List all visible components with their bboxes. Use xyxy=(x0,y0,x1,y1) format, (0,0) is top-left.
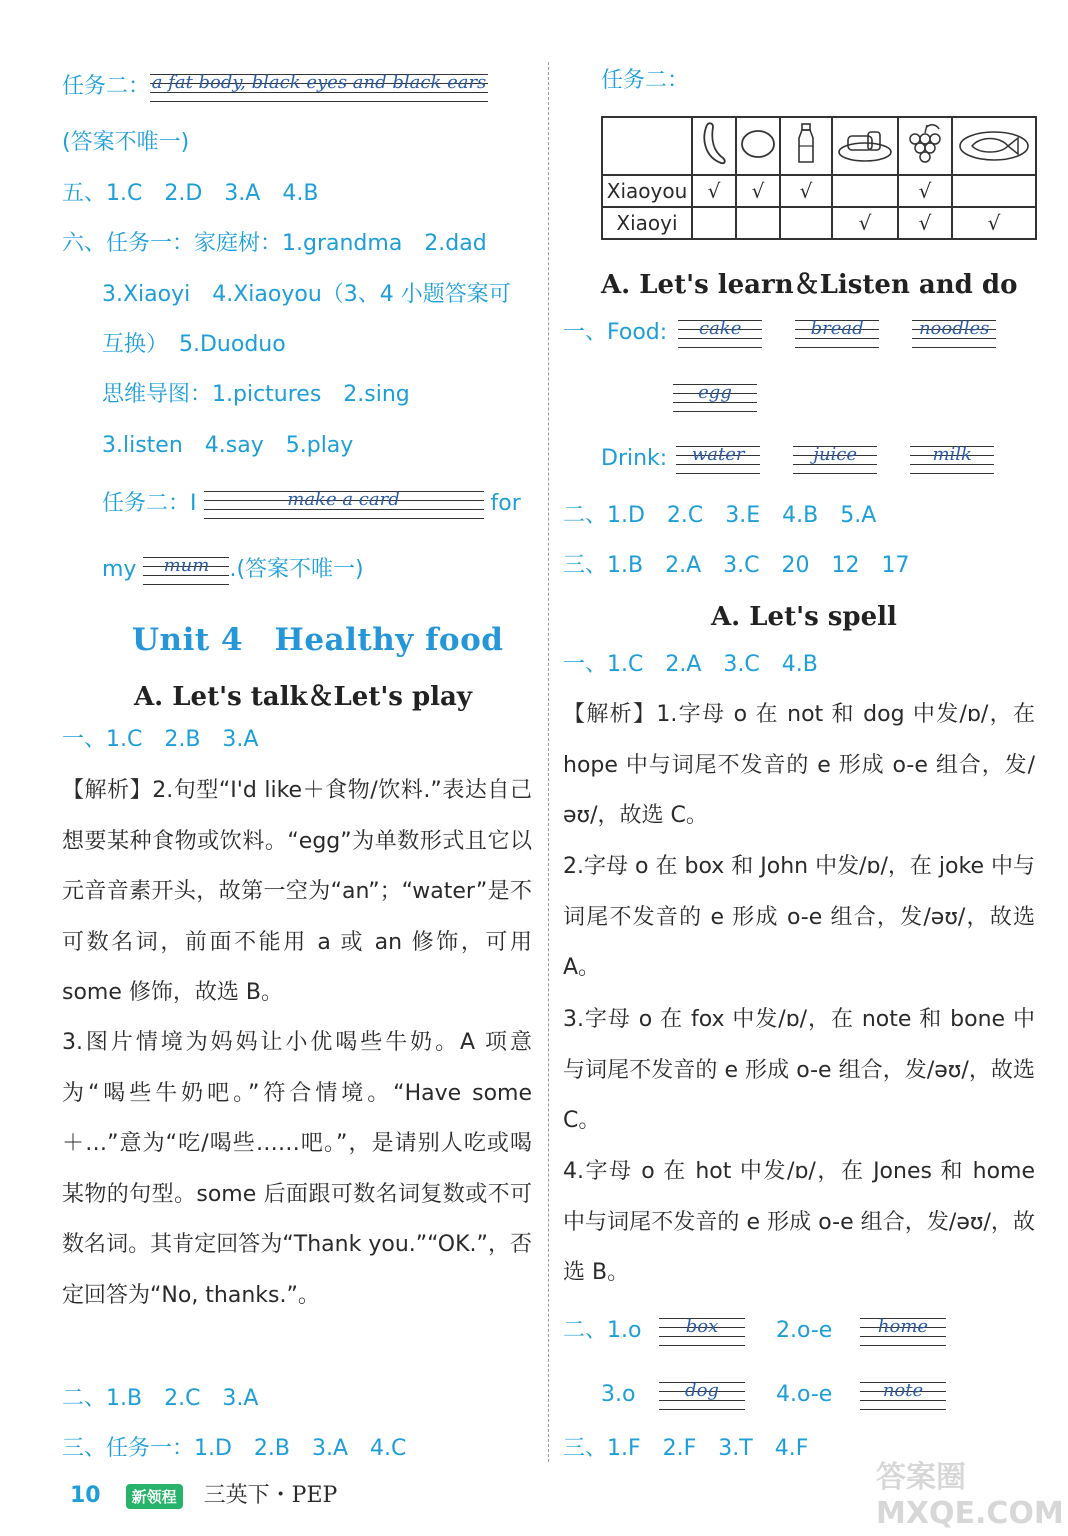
note-line: (答案不唯一) xyxy=(62,130,190,155)
grapes-icon xyxy=(898,117,952,175)
table-row xyxy=(602,175,1036,207)
answer-line-3: 三、任务一：1.D 2.B 3.A 4.C xyxy=(62,1436,407,1461)
handwriting-answer: water xyxy=(676,442,760,476)
analysis-paragraph-2: 3.图片情境为妈妈让小优喝些牛奶。A 项意为“喝些牛奶吧。”符合情境。“Have some＋…”意为“吃/喝些……吧。”，是请别人吃或喝某物的句型。some 后面跟可数名词复数或不可数名词。其肯定回答为“Thank you.”“OK.”，否定回答为“No, thanks.”。 xyxy=(62,1030,532,1308)
food-line-2 xyxy=(673,380,757,414)
mindmap-line: 思维导图：1.pictures 2.sing xyxy=(102,382,410,407)
row-name: Xiaoyou xyxy=(602,175,692,207)
handwriting-answer: make a card xyxy=(204,487,484,521)
answer-line-r5: 三、1.F 2.F 3.T 4.F xyxy=(563,1436,809,1461)
task2-line xyxy=(62,70,488,104)
handwriting-answer: mum xyxy=(143,553,229,587)
handwriting-answer: box xyxy=(659,1314,745,1348)
milk-icon xyxy=(780,117,832,175)
handwriting-answer: noodles xyxy=(912,316,996,350)
food-check-table xyxy=(601,116,1037,240)
bread-icon xyxy=(832,117,898,175)
handwriting-answer: dog xyxy=(659,1378,745,1412)
answer-line-6: 六、任务一：家庭树：1.grandma 2.dad xyxy=(62,231,487,256)
check-cell xyxy=(832,175,898,207)
check-cell: √ xyxy=(898,175,952,207)
check-cell: √ xyxy=(952,207,1036,239)
answer-line-r4: 一、1.C 2.A 3.C 4.B xyxy=(563,652,818,677)
column-divider xyxy=(548,62,549,1462)
check-cell xyxy=(780,207,832,239)
egg-icon xyxy=(736,117,780,175)
handwriting-answer: home xyxy=(860,1314,946,1348)
check-cell: √ xyxy=(780,175,832,207)
row-name: Xiaoyi xyxy=(602,207,692,239)
spell-line-2: 3.o dog 4.o-e note xyxy=(601,1378,946,1412)
banana-icon xyxy=(692,117,736,175)
analysis-paragraph-r4: 4.字母 o 在 hot 中发/ɒ/，在 Jones 和 home 中与词尾不发音的 e 形成 o-e 组合，发/əʊ/，故选 B。 xyxy=(563,1159,1035,1285)
footer-text: 三英下・PEP xyxy=(203,1483,338,1508)
handwriting-answer: egg xyxy=(673,380,757,414)
answer-line-6b: 3.Xiaoyi 4.Xiaoyou（3、4 小题答案可 xyxy=(102,282,511,307)
table-row xyxy=(602,207,1036,239)
task2-card-line: 任务二：I make a card for xyxy=(102,487,521,521)
analysis-paragraph-r2: 2.字母 o 在 box 和 John 中发/ɒ/，在 joke 中与词尾不发音的 e 形成 o-e 组合，发/əʊ/，故选 A。 xyxy=(563,854,1035,980)
section-title: A. Let's talk＆Let's play xyxy=(134,682,473,712)
fish-icon xyxy=(952,117,1036,175)
answer-line-r2: 二、1.D 2.C 3.E 4.B 5.A xyxy=(563,503,877,528)
task2-label-right: 任务二： xyxy=(601,68,690,93)
answer-line-1: 一、1.C 2.B 3.A xyxy=(62,727,259,752)
check-cell xyxy=(692,207,736,239)
check-cell xyxy=(736,207,780,239)
task2-mum-line: my mum .(答案不唯一) xyxy=(102,553,364,587)
handwriting-answer: cake xyxy=(678,316,762,350)
analysis-paragraph-r1: 【解析】1.字母 o 在 not 和 dog 中发/ɒ/，在 hope 中与词尾不发音的 e 形成 o-e 组合，发/əʊ/，故选 C。 xyxy=(563,702,1035,828)
answer-line-5: 五、1.C 2.D 3.A 4.B xyxy=(62,181,319,206)
check-cell: √ xyxy=(692,175,736,207)
section-title-learn: A. Let's learn＆Listen and do xyxy=(601,270,1018,300)
check-cell: √ xyxy=(736,175,780,207)
task2-label: 任务二： xyxy=(62,74,151,99)
unit-title: Unit 4 Healthy food xyxy=(132,622,504,658)
answer-line-2: 二、1.B 2.C 3.A xyxy=(62,1386,259,1411)
drink-line: Drink: water juice milk xyxy=(601,442,994,476)
check-cell: √ xyxy=(832,207,898,239)
handwriting-answer: a fat body, black eyes and black ears xyxy=(150,70,488,104)
analysis-paragraph-r3: 3.字母 o 在 fox 中发/ɒ/，在 note 和 bone 中与词尾不发音的 e 形成 o-e 组合，发/əʊ/，故选 C。 xyxy=(563,1007,1035,1133)
check-cell xyxy=(952,175,1036,207)
brand-badge: 新领程 xyxy=(126,1484,183,1509)
spell-line-1: 二、1.o box 2.o-e home xyxy=(563,1314,946,1348)
answer-line-6c: 互换） 5.Duoduo xyxy=(102,332,286,357)
handwriting-answer: bread xyxy=(795,316,879,350)
check-cell: √ xyxy=(898,207,952,239)
answer-line-r3: 三、1.B 2.A 3.C 20 12 17 xyxy=(563,553,910,578)
handwriting-answer: milk xyxy=(910,442,994,476)
handwriting-answer: juice xyxy=(793,442,877,476)
mindmap-line-2: 3.listen 4.say 5.play xyxy=(102,433,354,458)
table-corner xyxy=(602,117,692,175)
handwriting-answer: note xyxy=(860,1378,946,1412)
page-number: 10 xyxy=(70,1483,101,1508)
watermark-logo: 答案圈 MXQE.COM xyxy=(876,1460,1064,1531)
analysis-paragraph-1: 【解析】2.句型“I'd like＋食物/饮料.”表达自己想要某种食物或饮料。“egg”为单数形式且它以元音音素开头，故第一空为“an”；“water”是不可数名词，前面不能用 a 或 an 修饰，可用 some 修饰，故选 B。 xyxy=(62,778,532,1005)
page-footer xyxy=(70,1478,337,1509)
section-title-spell: A. Let's spell xyxy=(711,602,897,632)
food-line: 一、Food: cake bread noodles xyxy=(563,316,996,350)
